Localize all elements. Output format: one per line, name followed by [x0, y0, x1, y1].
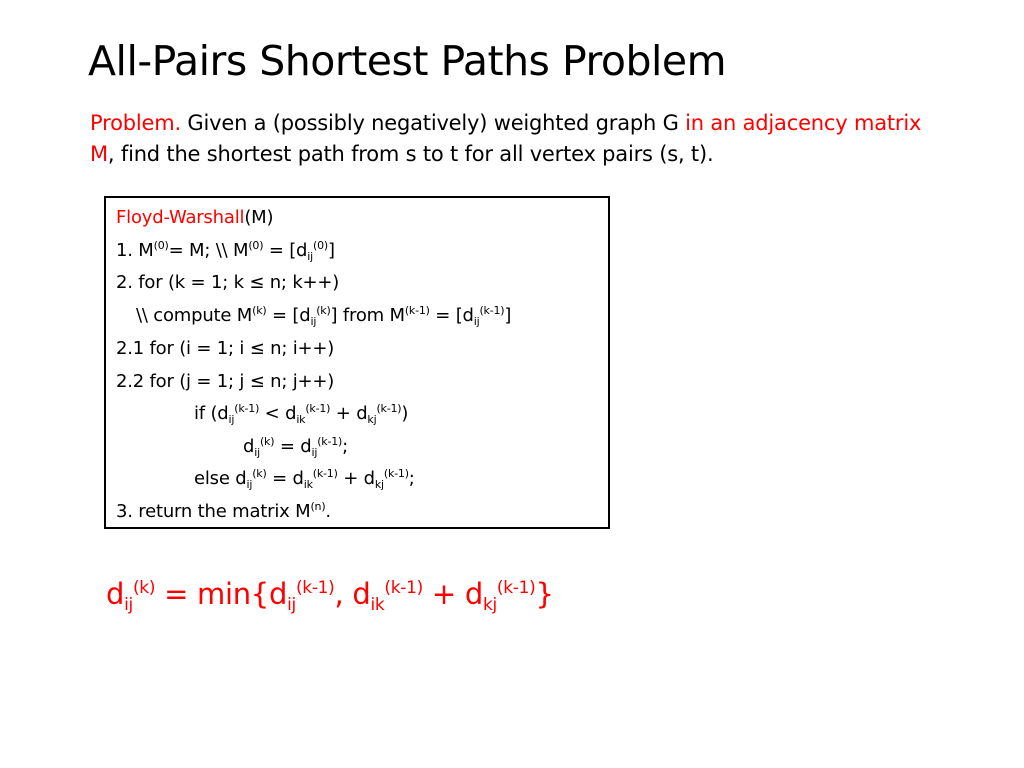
- superscript: (k-1): [234, 402, 260, 415]
- superscript: (k-1): [383, 467, 409, 480]
- recurrence-formula: [106, 574, 554, 614]
- text: = d: [266, 468, 304, 489]
- algo-line-4: 2.1 for (i = 1; i ≤ n; i++): [116, 338, 335, 359]
- superscript: (0): [313, 239, 328, 252]
- text: d: [243, 436, 255, 457]
- subscript: ij: [287, 595, 296, 615]
- text: 1. M: [116, 240, 154, 261]
- algo-line-5: 2.2 for (j = 1; j ≤ n; j++): [116, 371, 335, 392]
- algo-arg: (M): [244, 207, 274, 228]
- text: = M; \\ M: [168, 240, 249, 261]
- text: + d: [422, 577, 483, 611]
- problem-label: Problem.: [90, 111, 181, 135]
- subscript: ij: [307, 250, 314, 263]
- algo-header: [116, 206, 273, 230]
- text: 3. return the matrix M: [116, 501, 311, 522]
- algo-line-7: [243, 435, 348, 459]
- superscript: (k-1): [312, 467, 338, 480]
- text: = d: [274, 436, 312, 457]
- superscript: (k-1): [317, 435, 343, 448]
- text: d: [106, 577, 125, 611]
- superscript: (k-1): [295, 578, 335, 598]
- text: = [d: [429, 305, 474, 326]
- algo-line-1: [116, 239, 335, 263]
- slide-title: All-Pairs Shortest Paths Problem: [88, 37, 727, 85]
- text: ;: [342, 436, 348, 457]
- superscript: (k-1): [305, 402, 331, 415]
- text: + d: [330, 403, 368, 424]
- subscript: ij: [311, 446, 318, 459]
- problem-text-1: Given a (possibly negatively) weighted graph G: [180, 111, 686, 135]
- superscript: (k): [252, 467, 267, 480]
- superscript: (k): [252, 304, 267, 317]
- subscript: ij: [124, 595, 133, 615]
- text: .: [325, 501, 331, 522]
- text: , d: [334, 577, 371, 611]
- subscript: kj: [482, 595, 497, 615]
- text: ] from M: [330, 305, 405, 326]
- subscript: ik: [296, 413, 306, 426]
- superscript: (k-1): [376, 402, 402, 415]
- subscript: ij: [254, 446, 260, 459]
- superscript: (k-1): [496, 578, 536, 598]
- text: ]: [504, 305, 512, 326]
- algo-line-8: [194, 467, 415, 491]
- text: ]: [328, 240, 335, 261]
- superscript: (k-1): [404, 304, 430, 317]
- text: ;: [408, 468, 415, 489]
- algorithm-box: [104, 196, 610, 529]
- algo-name: Floyd-Warshall: [116, 207, 245, 228]
- subscript: kj: [367, 413, 377, 426]
- subscript: kj: [374, 478, 384, 491]
- text: }: [535, 577, 554, 611]
- superscript: (0): [248, 239, 264, 252]
- problem-text-2: , find the shortest path from s to t for all vertex pairs (s, t).: [107, 142, 714, 166]
- problem-statement: [90, 108, 950, 170]
- text: ): [401, 403, 409, 424]
- text: = [d: [266, 305, 311, 326]
- text: < d: [259, 403, 297, 424]
- text: else d: [194, 468, 247, 489]
- text: = min{d: [155, 577, 288, 611]
- superscript: (k): [259, 435, 275, 448]
- text: \\ compute M: [136, 305, 253, 326]
- subscript: ik: [303, 478, 313, 491]
- subscript: ij: [228, 413, 235, 426]
- algo-line-6: [194, 402, 408, 426]
- superscript: (k-1): [384, 578, 423, 598]
- superscript: (k): [132, 578, 156, 598]
- algo-line-2: 2. for (k = 1; k ≤ n; k++): [116, 272, 340, 293]
- superscript: (0): [153, 239, 169, 252]
- subscript: ij: [310, 315, 317, 328]
- superscript: (n): [310, 500, 326, 513]
- algo-line-9: [116, 500, 331, 524]
- problem-highlight: in an adjacency matrix M: [90, 111, 922, 166]
- subscript: ij: [473, 315, 480, 328]
- subscript: ij: [246, 478, 253, 491]
- superscript: (k-1): [479, 304, 505, 317]
- text: if (d: [194, 403, 229, 424]
- algo-line-3: [136, 304, 511, 328]
- text: = [d: [263, 240, 308, 261]
- subscript: ik: [370, 595, 385, 615]
- text: + d: [337, 468, 375, 489]
- superscript: (k): [316, 304, 331, 317]
